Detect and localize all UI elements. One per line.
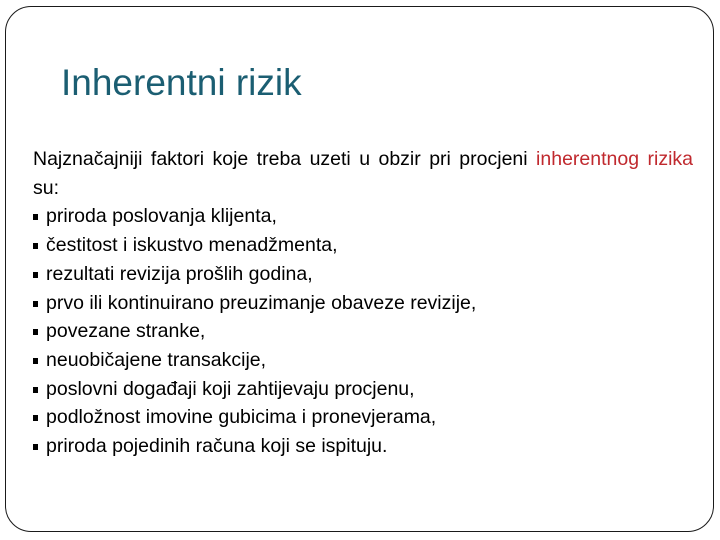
list-item bbox=[33, 260, 693, 289]
list-item-text: podložnost imovine gubicima i pronevjerama, bbox=[46, 406, 437, 429]
list-item bbox=[33, 289, 693, 318]
square-bullet-icon bbox=[33, 415, 38, 421]
square-bullet-icon bbox=[33, 358, 38, 364]
intro-text-3: su: bbox=[33, 176, 60, 199]
square-bullet-icon bbox=[33, 301, 38, 307]
list-item-text: povezane stranke, bbox=[46, 320, 206, 343]
intro-text-2: koje treba uzeti u obzir pri procjeni bbox=[204, 148, 537, 170]
list-item bbox=[33, 375, 693, 404]
list-item-text: priroda poslovanja klijenta, bbox=[46, 205, 277, 228]
list-item bbox=[33, 231, 693, 260]
list-item-text: rezultati revizija prošlih godina, bbox=[46, 262, 313, 285]
square-bullet-icon bbox=[33, 329, 38, 335]
list-item-text: priroda pojedinih računa koji se ispituju. bbox=[46, 435, 388, 458]
list-item bbox=[33, 202, 693, 231]
intro-highlight-inherent-risk: inherentnog rizika bbox=[536, 148, 693, 170]
square-bullet-icon bbox=[33, 272, 38, 278]
intro-paragraph bbox=[33, 145, 693, 202]
list-item-text: neuobičajene transakcije, bbox=[46, 348, 267, 371]
slide-title: Inherentni rizik bbox=[61, 62, 302, 103]
factor-list bbox=[33, 202, 693, 460]
list-item-text: čestitost i iskustvo menadžmenta, bbox=[46, 234, 338, 257]
slide-body bbox=[33, 145, 693, 461]
intro-keyword-factors: faktori bbox=[150, 148, 205, 170]
list-item bbox=[33, 317, 693, 346]
list-item-text: prvo ili kontinuirano preuzimanje obaveze revizije, bbox=[46, 291, 477, 314]
square-bullet-icon bbox=[33, 387, 38, 393]
square-bullet-icon bbox=[33, 243, 38, 249]
list-item bbox=[33, 432, 693, 461]
list-item bbox=[33, 403, 693, 432]
list-item-text: poslovni događaji koji zahtijevaju procjenu, bbox=[46, 377, 415, 400]
square-bullet-icon bbox=[33, 214, 38, 220]
intro-text-1: Najznačajniji bbox=[33, 148, 151, 170]
list-item bbox=[33, 346, 693, 375]
square-bullet-icon bbox=[33, 444, 38, 450]
